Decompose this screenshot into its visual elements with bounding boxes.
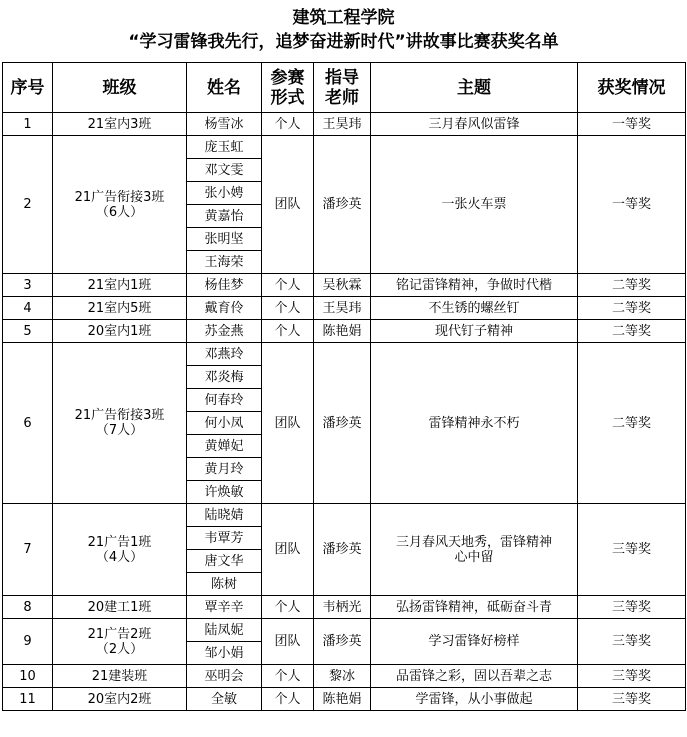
cell-name: 张小娉 — [187, 182, 262, 205]
cell-name: 何小凤 — [187, 412, 262, 435]
cell-theme: 一张火车票 — [371, 136, 578, 274]
cell-theme: 三月春风天地秀，雷锋精神 心中留 — [371, 504, 578, 596]
table-row — [3, 343, 686, 366]
cell-name: 陆晓婧 — [187, 504, 262, 527]
cell-no: 11 — [3, 688, 53, 711]
award-table — [2, 62, 686, 711]
cell-teacher: 潘珍英 — [314, 504, 371, 596]
cell-award: 二等奖 — [578, 297, 686, 320]
cell-form: 个人 — [262, 113, 314, 136]
cell-no: 2 — [3, 136, 53, 274]
competition-title: “学习雷锋我先行，追梦奋进新时代”讲故事比赛获奖名单 — [128, 32, 559, 52]
cell-name: 邓燕玲 — [187, 343, 262, 366]
cell-award: 二等奖 — [578, 320, 686, 343]
header-theme: 主题 — [371, 63, 578, 113]
cell-form: 团队 — [262, 504, 314, 596]
cell-name: 邓炎梅 — [187, 366, 262, 389]
cell-teacher: 吴秋霖 — [314, 274, 371, 297]
cell-award: 二等奖 — [578, 343, 686, 504]
cell-class: 20建工1班 — [53, 596, 187, 619]
table-header-row — [3, 63, 686, 113]
cell-class: 21广告衔接3班 （7人） — [53, 343, 187, 504]
header-class: 班级 — [53, 63, 187, 113]
cell-theme: 弘扬雷锋精神，砥砺奋斗青 — [371, 596, 578, 619]
cell-no: 5 — [3, 320, 53, 343]
header-no: 序号 — [3, 63, 53, 113]
cell-form: 个人 — [262, 274, 314, 297]
cell-teacher: 黎冰 — [314, 665, 371, 688]
table-row — [3, 688, 686, 711]
table-row — [3, 665, 686, 688]
cell-name: 苏金燕 — [187, 320, 262, 343]
cell-teacher: 王昊玮 — [314, 297, 371, 320]
cell-name: 陆凤妮 — [187, 619, 262, 642]
header-name: 姓名 — [187, 63, 262, 113]
cell-theme: 学习雷锋好榜样 — [371, 619, 578, 665]
cell-teacher: 陈艳娟 — [314, 688, 371, 711]
cell-teacher: 潘珍英 — [314, 619, 371, 665]
header-award: 获奖情况 — [578, 63, 686, 113]
cell-no: 4 — [3, 297, 53, 320]
cell-name: 巫明会 — [187, 665, 262, 688]
cell-form: 个人 — [262, 665, 314, 688]
cell-name: 黄月玲 — [187, 458, 262, 481]
cell-award: 三等奖 — [578, 619, 686, 665]
table-row — [3, 504, 686, 527]
table-row — [3, 320, 686, 343]
cell-no: 1 — [3, 113, 53, 136]
cell-award: 一等奖 — [578, 113, 686, 136]
cell-name: 杨雪冰 — [187, 113, 262, 136]
cell-teacher: 潘珍英 — [314, 136, 371, 274]
cell-class: 21广告衔接3班 （6人） — [53, 136, 187, 274]
cell-theme: 学雷锋，从小事做起 — [371, 688, 578, 711]
cell-award: 三等奖 — [578, 596, 686, 619]
cell-theme: 三月春风似雷锋 — [371, 113, 578, 136]
cell-class: 21室内1班 — [53, 274, 187, 297]
cell-name: 黄婵妃 — [187, 435, 262, 458]
table-row — [3, 113, 686, 136]
cell-form: 团队 — [262, 619, 314, 665]
cell-name: 王海荣 — [187, 251, 262, 274]
cell-class: 21广告2班 （2人） — [53, 619, 187, 665]
cell-name: 张明坚 — [187, 228, 262, 251]
cell-award: 三等奖 — [578, 504, 686, 596]
cell-theme: 雷锋精神永不朽 — [371, 343, 578, 504]
cell-theme: 品雷锋之彩，固以吾辈之志 — [371, 665, 578, 688]
cell-theme: 铭记雷锋精神，争做时代楷 — [371, 274, 578, 297]
cell-award: 三等奖 — [578, 665, 686, 688]
table-row — [3, 297, 686, 320]
cell-no: 10 — [3, 665, 53, 688]
table-row — [3, 596, 686, 619]
cell-class: 21室内3班 — [53, 113, 187, 136]
cell-form: 团队 — [262, 343, 314, 504]
cell-class: 21室内5班 — [53, 297, 187, 320]
cell-name: 黄嘉怡 — [187, 205, 262, 228]
header-form: 参赛 形式 — [262, 63, 314, 113]
cell-name: 邹小娟 — [187, 642, 262, 665]
cell-teacher: 潘珍英 — [314, 343, 371, 504]
cell-form: 个人 — [262, 320, 314, 343]
cell-no: 8 — [3, 596, 53, 619]
table-row — [3, 274, 686, 297]
cell-theme: 现代钉子精神 — [371, 320, 578, 343]
cell-class: 21建装班 — [53, 665, 187, 688]
cell-teacher: 陈艳娟 — [314, 320, 371, 343]
cell-teacher: 韦柄光 — [314, 596, 371, 619]
table-row — [3, 136, 686, 159]
cell-name: 唐文华 — [187, 550, 262, 573]
header-teacher: 指导 老师 — [314, 63, 371, 113]
cell-form: 个人 — [262, 297, 314, 320]
cell-no: 9 — [3, 619, 53, 665]
cell-class: 21广告1班 （4人） — [53, 504, 187, 596]
document-header — [0, 0, 687, 62]
cell-form: 个人 — [262, 688, 314, 711]
cell-name: 全敏 — [187, 688, 262, 711]
cell-no: 7 — [3, 504, 53, 596]
cell-class: 20室内2班 — [53, 688, 187, 711]
cell-form: 个人 — [262, 596, 314, 619]
cell-name: 覃辛辛 — [187, 596, 262, 619]
cell-name: 何春玲 — [187, 389, 262, 412]
cell-name: 庞玉虹 — [187, 136, 262, 159]
cell-name: 陈树 — [187, 573, 262, 596]
cell-theme: 不生锈的螺丝钉 — [371, 297, 578, 320]
cell-name: 杨佳梦 — [187, 274, 262, 297]
cell-form: 团队 — [262, 136, 314, 274]
cell-name: 邓文雯 — [187, 159, 262, 182]
cell-name: 许焕敏 — [187, 481, 262, 504]
cell-name: 戴育伶 — [187, 297, 262, 320]
cell-no: 3 — [3, 274, 53, 297]
cell-award: 一等奖 — [578, 136, 686, 274]
college-title: 建筑工程学院 — [292, 8, 395, 28]
cell-class: 20室内1班 — [53, 320, 187, 343]
cell-no: 6 — [3, 343, 53, 504]
cell-teacher: 王昊玮 — [314, 113, 371, 136]
cell-award: 三等奖 — [578, 688, 686, 711]
cell-award: 二等奖 — [578, 274, 686, 297]
table-row — [3, 619, 686, 642]
cell-name: 韦覃芳 — [187, 527, 262, 550]
